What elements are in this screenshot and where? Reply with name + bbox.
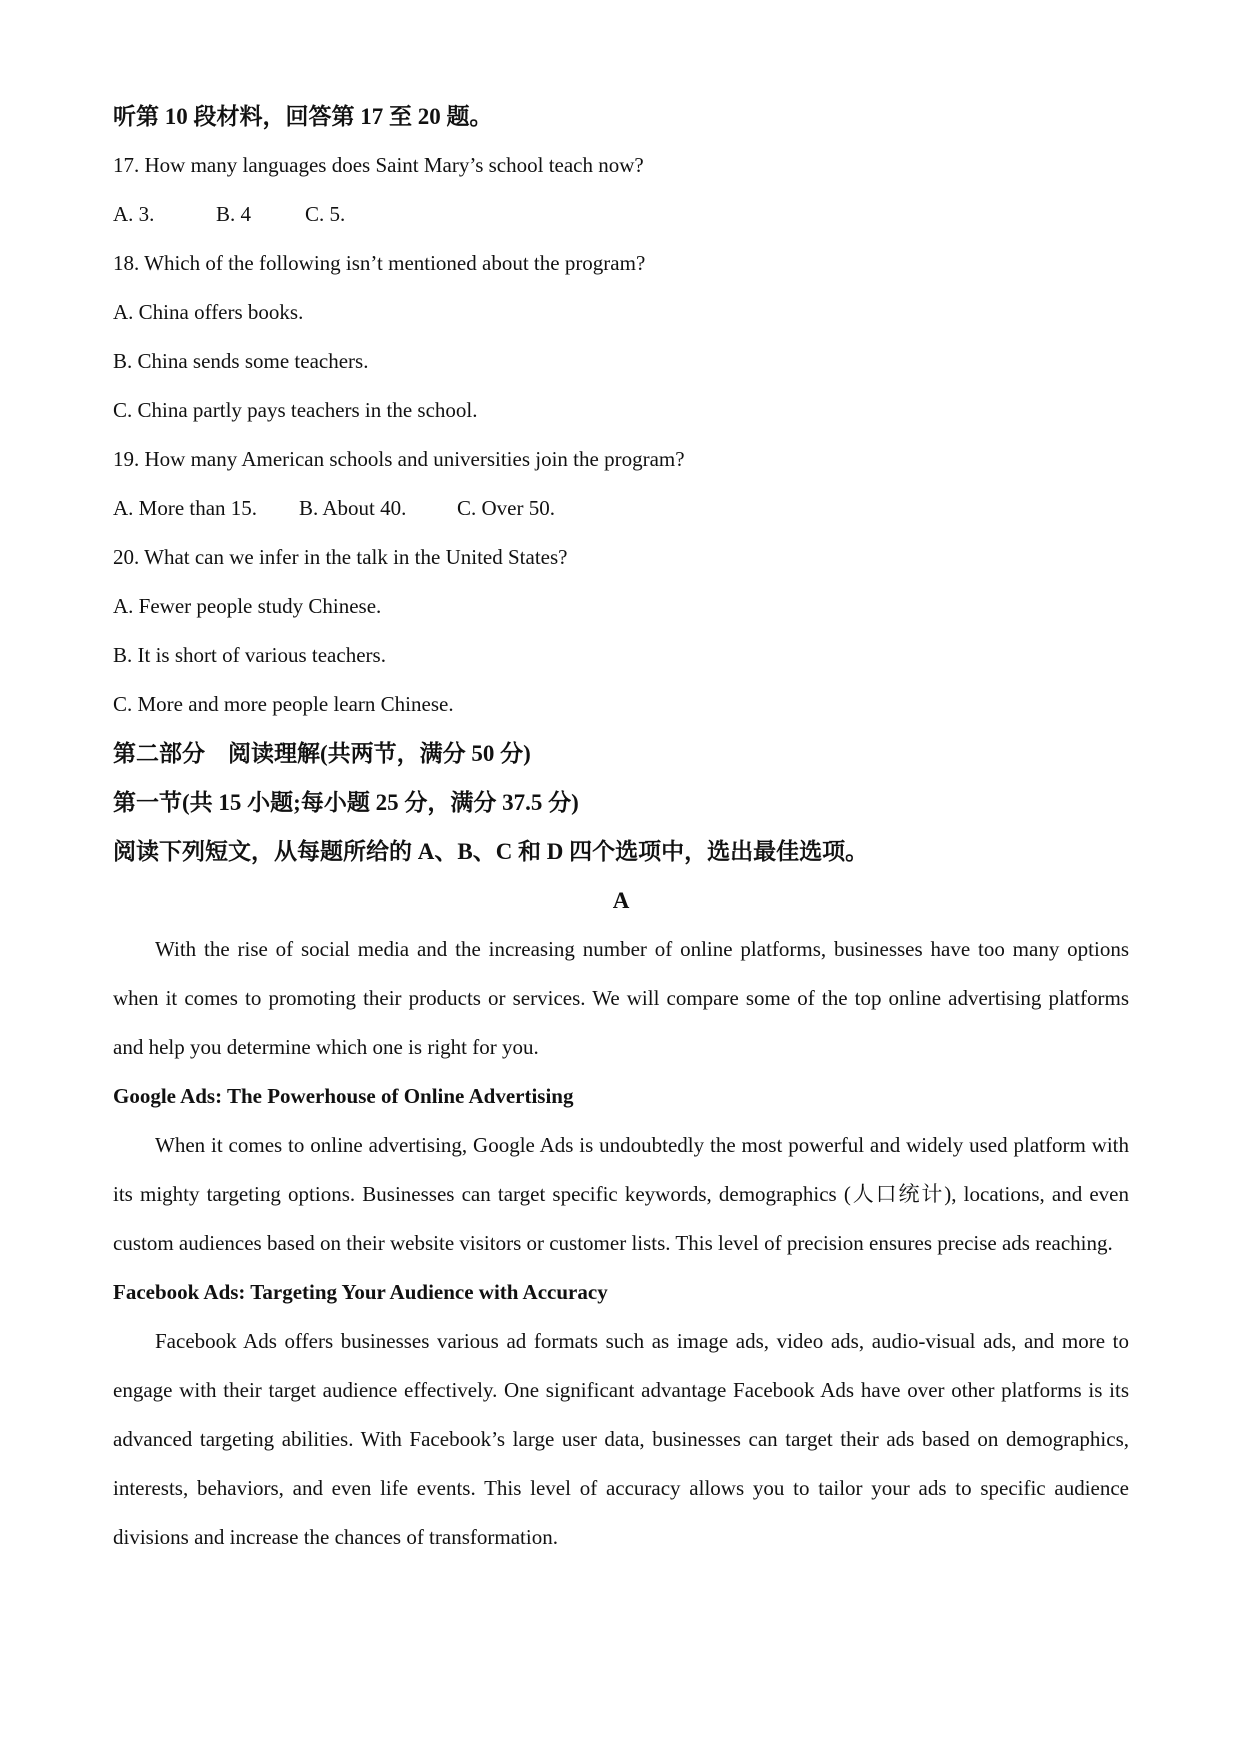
question-18-option-a: A. China offers books.: [113, 300, 304, 324]
question-20-option-c: C. More and more people learn Chinese.: [113, 692, 454, 716]
section1-title: 第一节(共 15 小题;每小题 25 分，满分 37.5 分): [113, 790, 579, 815]
question-17-option-b: B. 4: [216, 202, 252, 226]
question-19-option-a: A. More than 15.: [113, 496, 258, 520]
question-17-options: [113, 190, 1129, 239]
question-20-stem: 20. What can we infer in the talk in the United States?: [113, 545, 568, 569]
part2-title: 第二部分 阅读理解(共两节，满分 50 分): [113, 741, 531, 766]
facebook-ads-heading: Facebook Ads: Targeting Your Audience with Accuracy: [113, 1280, 608, 1304]
question-18-stem: 18. Which of the following isn’t mentioned about the program?: [113, 251, 646, 275]
instructions: 阅读下列短文，从每题所给的 A、B、C 和 D 四个选项中，选出最佳选项。: [113, 839, 869, 864]
question-18-option-b: B. China sends some teachers.: [113, 349, 369, 373]
question-20-option-b: B. It is short of various teachers.: [113, 643, 386, 667]
question-19-option-c: C. Over 50.: [457, 496, 555, 520]
question-19-options: [113, 484, 1129, 533]
facebook-ads-text: Facebook Ads offers businesses various ad formats such as image ads, video ads, audio-visual ads, and more to engage with their target audience effectively. One significant advantage Facebook Ads have over other platforms is its advanced targeting abilities. With Facebook’s large user data, businesses can target their ads based on demographics, interests, behaviors, and even life events. This level of accuracy allows you to tailor your ads to specific audience divisions and increase the chances of transformation.: [113, 1329, 1129, 1549]
google-ads-text: When it comes to online advertising, Google Ads is undoubtedly the most powerful and widely used platform with its mighty targeting options. Businesses can target specific keywords, demographics (人口统计), locations, and even custom audiences based on their website visitors or customer lists. This level of precision ensures precise ads reaching.: [113, 1133, 1129, 1255]
question-18-option-c: C. China partly pays teachers in the school.: [113, 398, 478, 422]
question-17-stem: 17. How many languages does Saint Mary’s school teach now?: [113, 153, 644, 177]
question-17-option-a: A. 3.: [113, 202, 155, 226]
google-ads-heading: Google Ads: The Powerhouse of Online Advertising: [113, 1084, 574, 1108]
question-19-option-b: B. About 40.: [299, 496, 407, 520]
passage-intro: With the rise of social media and the increasing number of online platforms, businesses have too many options when it comes to promoting their products or services. We will compare some of the top online advertising platforms and help you determine which one is right for you.: [113, 937, 1129, 1059]
section-intro: 听第 10 段材料，回答第 17 至 20 题。: [113, 104, 493, 129]
question-20-option-a: A. Fewer people study Chinese.: [113, 594, 382, 618]
question-17-option-c: C. 5.: [305, 202, 346, 226]
question-19-stem: 19. How many American schools and universities join the program?: [113, 447, 685, 471]
passage-label: A: [612, 888, 630, 913]
